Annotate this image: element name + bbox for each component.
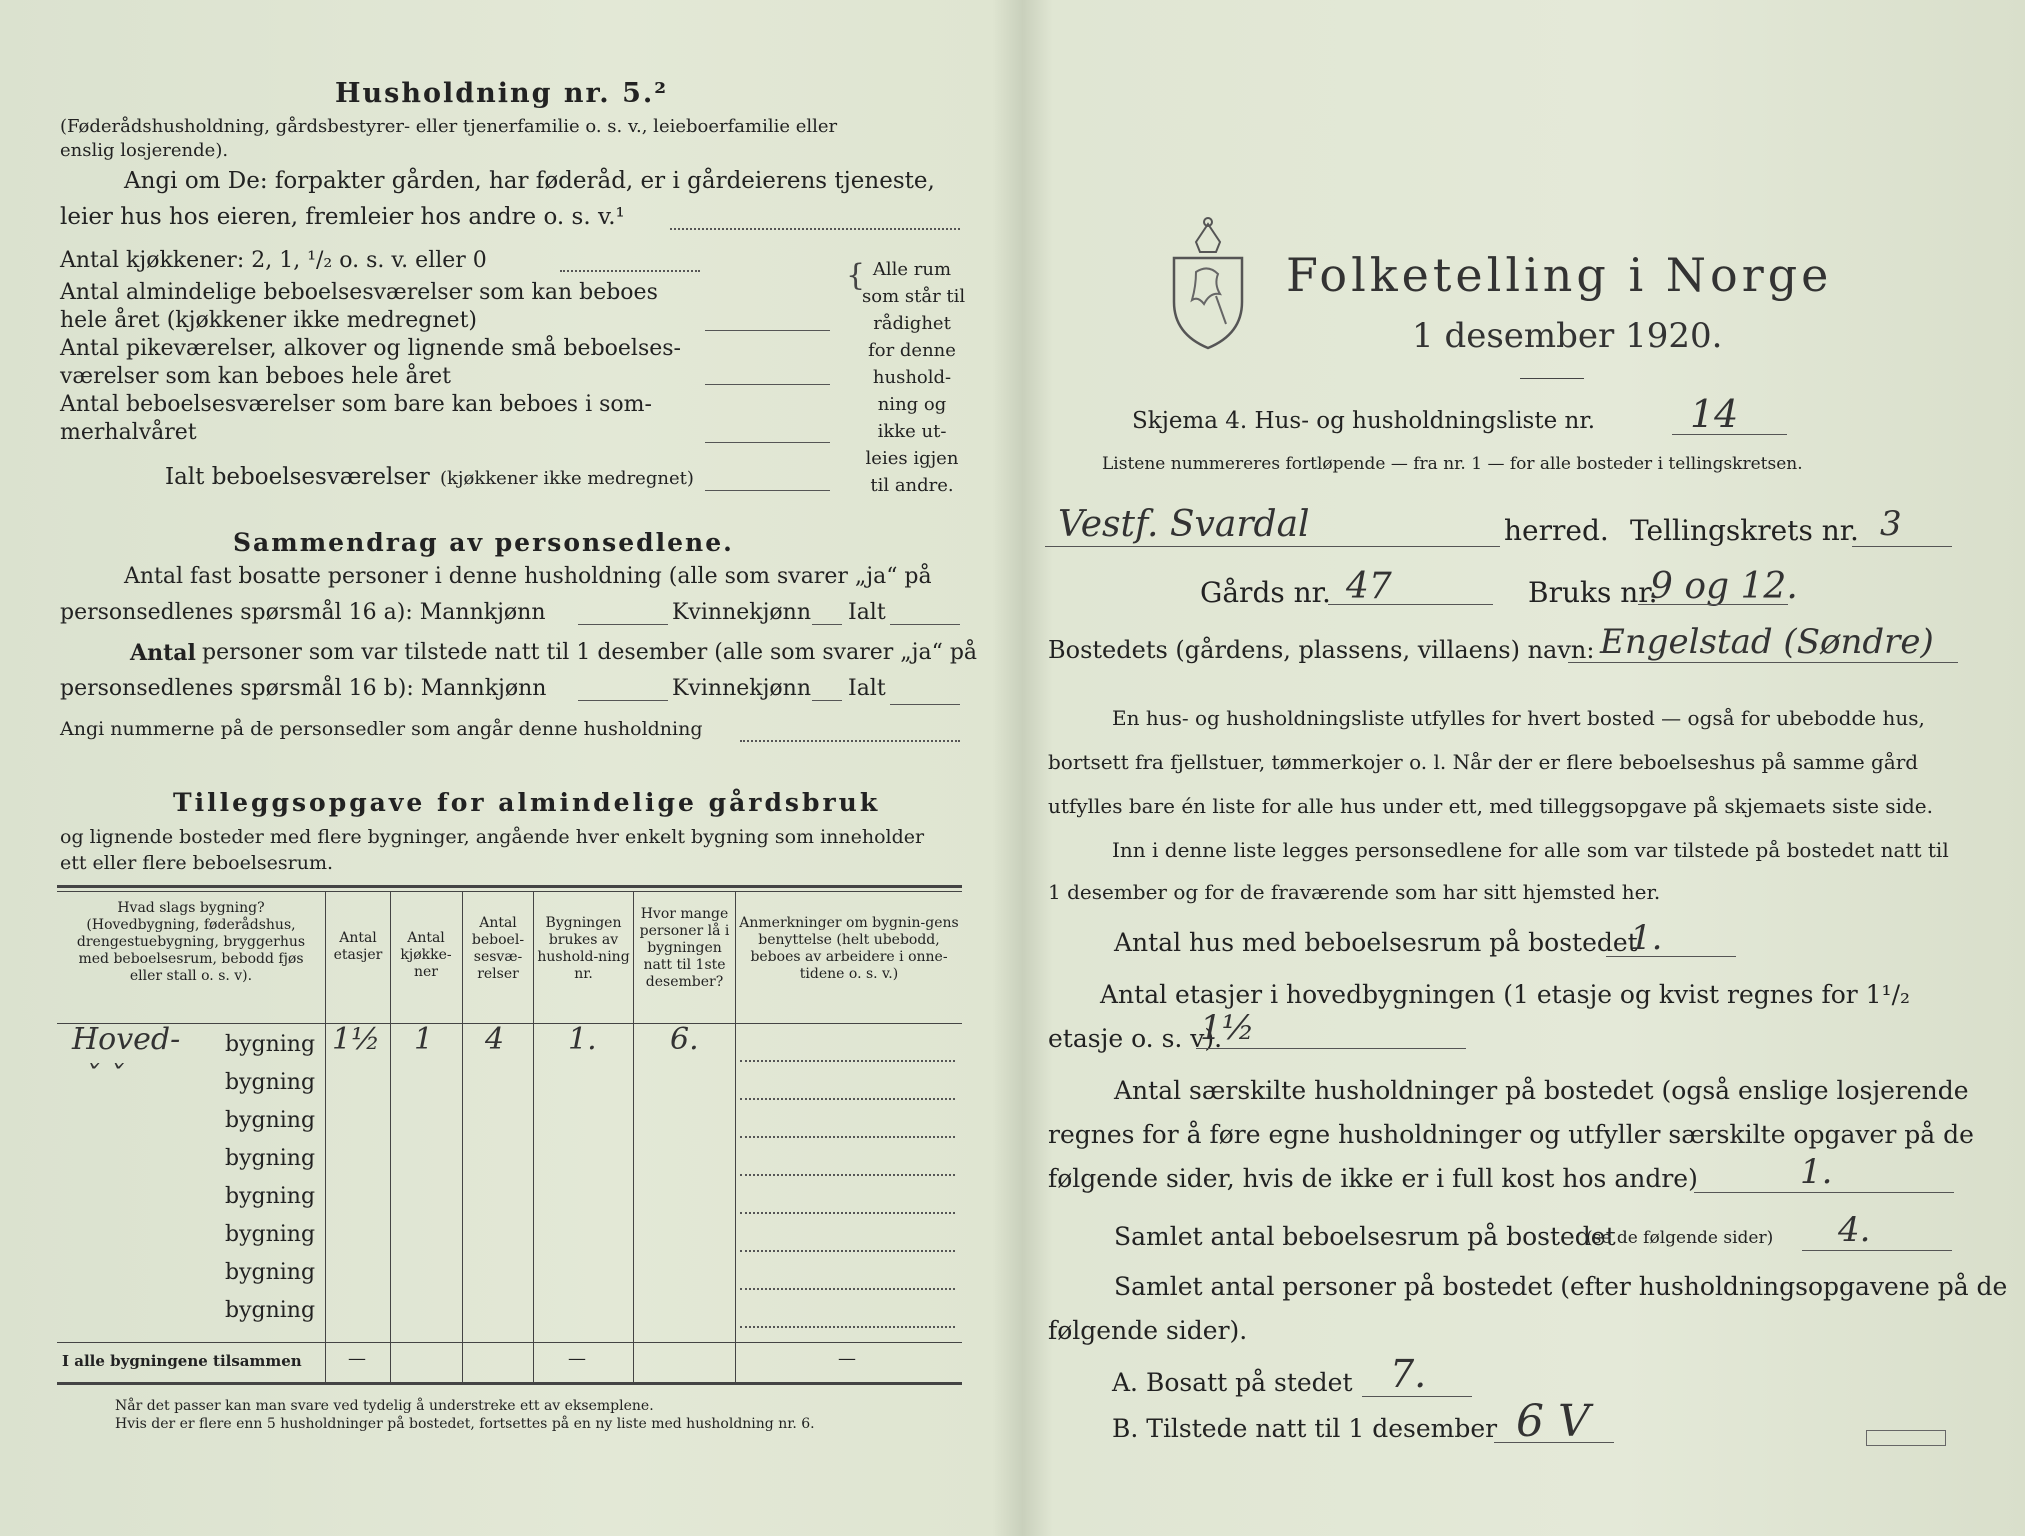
angi-line-1: Angi om De: forpakter gården, har føderåd, er i gårdeierens tjeneste,	[124, 168, 935, 194]
table-col-sep-2	[390, 891, 391, 1382]
rooms-line-5: værelser som kan beboes hele året	[60, 364, 451, 389]
herred-label: herred.	[1504, 514, 1609, 547]
skjema-value: 14	[1690, 392, 1739, 436]
building-row-label: bygning	[225, 1260, 316, 1285]
etasjer-question-1: Antal etasjer i hovedbygningen (1 etasje og kvist regnes for 1¹/₂	[1100, 980, 1911, 1009]
brace-icon: {	[846, 258, 866, 293]
building-row-answer-line	[740, 1136, 955, 1138]
kvinne-answer-1	[812, 624, 842, 625]
bruks-value: 9 og 12.	[1650, 566, 1798, 607]
table-top-rule	[57, 885, 962, 888]
total-husholdning-dash: —	[568, 1348, 586, 1369]
building-row-label: bygning	[225, 1032, 316, 1057]
building-row-answer-line	[740, 1212, 955, 1214]
samlet-rom-answer-line	[1802, 1250, 1952, 1251]
skjema-answer-line	[1672, 434, 1787, 435]
building-row-answer-line	[740, 1060, 955, 1062]
brace-note-line: Alle rum	[872, 259, 952, 280]
building-row-answer-line	[740, 1098, 955, 1100]
mann-answer-2	[578, 700, 668, 701]
brace-note-line: ning og	[877, 394, 947, 415]
table-header-rule	[57, 1023, 962, 1024]
etasjer-value: 1½	[1200, 1008, 1255, 1048]
hush-question-1: Antal særskilte husholdninger på bostedet (også enslige losjerende	[1114, 1076, 1969, 1105]
samlet-pers-question-1: Samlet antal personer på bostedet (efter husholdningsopgavene på de	[1114, 1272, 2008, 1301]
bosatt-label: A. Bosatt på stedet	[1112, 1368, 1353, 1397]
tilstede-label: B. Tilstede natt til 1 desember	[1112, 1414, 1498, 1443]
nummerne-answer	[740, 740, 960, 742]
sammendrag-title: Sammendrag av personsedlene.	[233, 528, 734, 557]
brace-note-line: leies igjen	[865, 448, 959, 469]
building-row-label: bygning	[225, 1184, 316, 1209]
building-row-answer-line	[740, 1250, 955, 1252]
rooms-line-2: Antal almindelige beboelsesværelser som kan beboes	[60, 280, 658, 305]
kvinne-answer-2	[812, 700, 842, 701]
building-row2-type: ˇ ˇ	[84, 1060, 124, 1095]
sammendrag-line-1: Antal fast bosatte personer i denne husholdning (alle som svarer „ja“ på	[124, 564, 932, 589]
kvinne-label-2: Kvinnekjønn	[672, 676, 811, 701]
gards-value: 47	[1346, 566, 1392, 607]
sammendrag-line-5: Angi nummerne på de personsedler som angår denne husholdning	[60, 718, 703, 740]
building-row-label: bygning	[225, 1222, 316, 1247]
building-row1-etasjer: 1½	[332, 1022, 381, 1057]
ialt-answer-1	[890, 624, 960, 625]
table-col-sep-4	[533, 891, 534, 1382]
total-anmerkninger-dash: —	[838, 1348, 856, 1369]
hus-value: 1.	[1630, 918, 1663, 958]
bosted-value: Engelstad (Søndre)	[1600, 622, 1934, 662]
sammendrag-antal: Antal	[130, 640, 196, 666]
rooms-answer-4	[705, 442, 830, 443]
tellingskrets-answer-line	[1852, 546, 1952, 547]
ialt-answer	[705, 490, 830, 491]
building-row-label: bygning	[225, 1146, 316, 1171]
etasjer-question-2: etasje o. s. v).	[1048, 1024, 1223, 1053]
table-bottom-rule	[57, 1382, 962, 1385]
sammendrag-line-2: personsedlenes spørsmål 16 a): Mannkjønn	[60, 600, 546, 625]
tillegg-line-1: og lignende bosteder med flere bygninger, angående hver enkelt bygning som inneholder	[60, 826, 925, 848]
table-col-sep-3	[462, 891, 463, 1382]
ialt-label: Ialt beboelsesværelser	[165, 464, 430, 490]
mann-answer-1	[578, 624, 668, 625]
tellingskrets-label: Tellingskrets nr.	[1630, 514, 1859, 547]
title-divider	[1520, 378, 1584, 379]
listene-note: Listene nummereres fortløpende — fra nr. 1 — for alle bosteder i tellingskretsen.	[1102, 454, 1803, 474]
footnote-1: Når det passer kan man svare ved tydelig å understreke ett av eksemplene.	[115, 1398, 654, 1414]
sammendrag-line-4: personsedlenes spørsmål 16 b): Mannkjønn	[60, 676, 547, 701]
printer-stamp-icon	[1866, 1430, 1946, 1446]
building-row-label: bygning	[225, 1298, 316, 1323]
table-col-sep-6	[735, 891, 736, 1382]
rooms-line-1: Antal kjøkkener: 2, 1, ¹/₂ o. s. v. eller 0	[60, 248, 487, 273]
rooms-line-6: Antal beboelsesværelser som bare kan beboes i som-	[60, 392, 652, 417]
brace-note	[862, 256, 966, 499]
tilstede-value: 6 V	[1516, 1396, 1590, 1447]
sammendrag-line-3: personer som var tilstede natt til 1 desember (alle som svarer „ja“ på	[202, 640, 978, 665]
rooms-line-3: hele året (kjøkkener ikke medregnet)	[60, 308, 477, 333]
angi-answer-line	[670, 228, 960, 230]
rooms-answer-2	[705, 330, 830, 331]
rooms-line-4: Antal pikeværelser, alkover og lignende små beboelses-	[60, 336, 681, 361]
rooms-answer-1	[560, 270, 700, 272]
ialt-label-2: Ialt	[848, 676, 886, 701]
kvinne-label-1: Kvinnekjønn	[672, 600, 811, 625]
tillegg-line-2: ett eller flere beboelsesrum.	[60, 852, 334, 874]
hush-answer-line	[1694, 1192, 1954, 1193]
total-label: I alle bygningene tilsammen	[62, 1352, 302, 1370]
building-row1-husholdning: 1.	[568, 1022, 597, 1057]
brace-note-line: som står til	[862, 286, 966, 307]
norwegian-coat-of-arms-icon	[1168, 212, 1248, 352]
col-header-husholdning: Bygningen brukes av hushold-ning nr.	[537, 915, 630, 982]
building-row1-personer: 6.	[670, 1022, 699, 1057]
info-line-1: En hus- og husholdningsliste utfylles for hvert bosted — også for ubebodde hus,	[1112, 706, 1925, 730]
bosatt-value: 7.	[1390, 1352, 1427, 1396]
tillegg-title: Tilleggsopgave for almindelige gårdsbruk	[173, 788, 881, 817]
gards-label: Gårds nr.	[1200, 576, 1331, 609]
info-line-5: 1 desember og for de fraværende som har sitt hjemsted her.	[1048, 880, 1661, 904]
building-row-label: bygning	[225, 1070, 316, 1095]
col-header-rom: Antal beboel-sesvæ-relser	[471, 915, 525, 982]
rooms-line-7: merhalvåret	[60, 420, 197, 445]
table-col-sep-5	[633, 891, 634, 1382]
info-line-4: Inn i denne liste legges personsedlene for alle som var tilstede på bostedet natt til	[1112, 838, 1949, 862]
col-header-personer: Hvor mange personer lå i bygningen natt til 1ste desember?	[639, 906, 730, 990]
samlet-rom-question: Samlet antal beboelsesrum på bostedet	[1114, 1222, 1616, 1251]
hush-question-3: følgende sider, hvis de ikke er i full kost hos andre)	[1048, 1164, 1698, 1193]
info-line-3: utfylles bare én liste for alle hus under ett, med tilleggsopgave på skjemaets siste side.	[1048, 794, 1933, 818]
hus-answer-line	[1606, 956, 1736, 957]
col-header-anmerkninger: Anmerkninger om bygnin-gens benyttelse (helt ubebodd, beboes av arbeidere i onne-tidene o. s. v.)	[739, 915, 959, 982]
col-header-kjokkener: Antal kjøkke-ner	[400, 930, 452, 980]
building-row-answer-line	[740, 1288, 955, 1290]
hush-question-2: regnes for å føre egne husholdninger og utfyller særskilte opgaver på de	[1048, 1120, 1974, 1149]
building-row-answer-line	[740, 1326, 955, 1328]
col-header-type: Hvad slags bygning? (Hovedbygning, føderådshus, drengestuebygning, bryggerhus med beboelsesrum, bebodd fjøs eller stall o. s. v).	[76, 900, 306, 984]
tilstede-answer-line	[1494, 1442, 1614, 1443]
building-row1-kjokkener: 1	[414, 1022, 434, 1057]
gards-answer-line	[1328, 604, 1493, 605]
hush-value: 1.	[1800, 1152, 1833, 1192]
bosatt-answer-line	[1362, 1396, 1472, 1397]
ialt-label-1: Ialt	[848, 600, 886, 625]
bruks-answer-line	[1638, 604, 1788, 605]
angi-line-2: leier hus hos eieren, fremleier hos andre o. s. v.¹	[60, 204, 625, 230]
brace-note-line: hushold-	[872, 367, 952, 388]
household-subnote-1: (Føderådshusholdning, gårdsbestyrer- eller tjenerfamilie o. s. v., leieboerfamilie eller	[60, 116, 838, 137]
ialt-note: (kjøkkener ikke medregnet)	[440, 468, 694, 489]
footnote-2: Hvis der er flere enn 5 husholdninger på bostedet, fortsettes på en ny liste med husholdning nr. 6.	[115, 1416, 815, 1432]
brace-note-line: for denne	[868, 340, 956, 361]
brace-note-line: rådighet	[873, 313, 951, 334]
col-header-etasjer: Antal etasjer	[333, 930, 383, 963]
etasjer-answer-line	[1196, 1048, 1466, 1049]
rooms-answer-3	[705, 384, 830, 385]
form-date: 1 desember 1920.	[1412, 316, 1723, 356]
tellingskrets-value: 3	[1880, 504, 1902, 544]
total-etasjer-dash: —	[348, 1348, 366, 1369]
skjema-label: Skjema 4. Hus- og husholdningsliste nr.	[1132, 408, 1596, 434]
herred-answer-line	[1045, 546, 1500, 547]
bosted-label: Bostedets (gårdens, plassens, villaens) navn:	[1048, 636, 1595, 664]
hus-question: Antal hus med beboelsesrum på bostedet	[1114, 928, 1638, 957]
building-row1-rom: 4	[485, 1022, 505, 1057]
table-top-rule-2	[57, 891, 962, 892]
form-title: Folketelling i Norge	[1286, 248, 1833, 302]
bosted-answer-line	[1568, 662, 1958, 663]
herred-value: Vestf. Svardal	[1058, 504, 1310, 545]
building-row-answer-line	[740, 1174, 955, 1176]
bruks-label: Bruks nr.	[1528, 576, 1658, 609]
building-row-label: bygning	[225, 1108, 316, 1133]
household-subnote-2: enslig losjerende).	[60, 140, 229, 161]
samlet-pers-question-2: følgende sider).	[1048, 1316, 1248, 1345]
ialt-answer-2	[890, 704, 960, 705]
table-total-rule	[57, 1342, 962, 1343]
samlet-rom-note: (se de følgende sider)	[1586, 1228, 1774, 1248]
info-line-2: bortsett fra fjellstuer, tømmerkojer o. l. Når der er flere beboelseshus på samme gård	[1048, 750, 1919, 774]
building-row1-type: Hoved-	[72, 1022, 181, 1057]
table-col-sep-1	[325, 891, 326, 1382]
samlet-rom-value: 4.	[1838, 1210, 1871, 1250]
brace-note-line: til andre.	[870, 475, 954, 496]
brace-note-line: ikke ut-	[877, 421, 947, 442]
household-heading: Husholdning nr. 5.²	[335, 78, 669, 109]
